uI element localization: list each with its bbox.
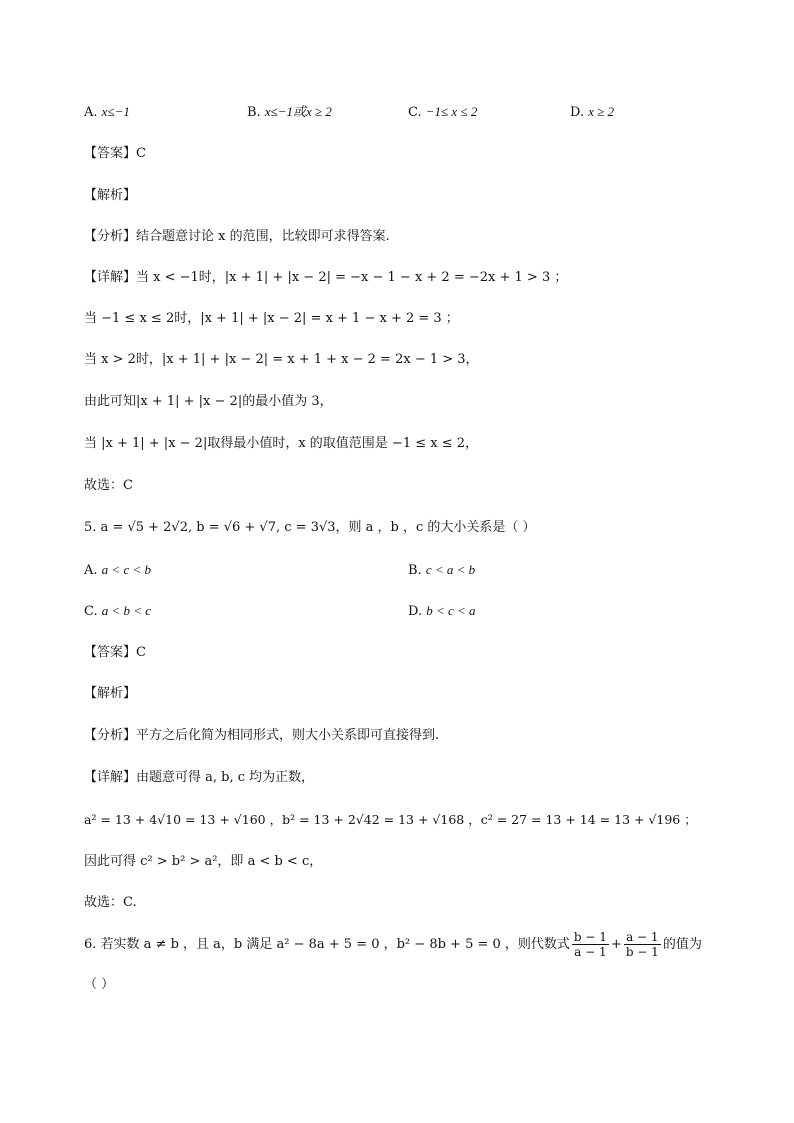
- q6-paren: （ ）: [84, 977, 115, 992]
- option-text: a < c < b: [101, 562, 151, 577]
- fraction-denominator: a − 1: [574, 945, 607, 959]
- q5-detail-3: 因此可得 c² > b² > a²，即 a < b < c，: [84, 854, 323, 869]
- option-text: −1≤ x ≤ 2: [425, 104, 478, 119]
- option-label: D.: [408, 604, 423, 619]
- q4-answer: 【答案】C: [84, 146, 146, 161]
- q4-option-b: [247, 102, 332, 123]
- q5-detail-1: 【详解】由题意可得 a, b, c 均为正数，: [84, 770, 315, 785]
- q6-fraction-1: [572, 930, 609, 959]
- option-label: B.: [408, 563, 422, 578]
- q5-fenxi: 【分析】平方之后化简为相同形式，则大小关系即可直接得到.: [84, 728, 440, 743]
- q5-option-a: [84, 560, 151, 581]
- q5-option-d: [408, 601, 476, 622]
- option-text: a < b < c: [101, 603, 152, 618]
- fraction-denominator: b − 1: [625, 945, 659, 959]
- q6-fraction-2: [624, 930, 661, 959]
- option-text: c < a < b: [425, 562, 476, 577]
- option-label: C.: [408, 105, 422, 120]
- q5-answer: 【答案】C: [84, 645, 146, 660]
- q4-fenxi: 【分析】结合题意讨论 x 的范围，比较即可求得答案.: [84, 229, 390, 244]
- q4-option-a: [84, 102, 130, 123]
- q4-detail-5: 当 |x + 1| + |x − 2|取得最小值时，x 的取值范围是 −1 ≤ x ≤ 2，: [84, 436, 479, 451]
- option-text: x≤−1: [101, 104, 130, 119]
- fraction-numerator: b − 1: [573, 930, 607, 944]
- q6-stem-prefix: 6. 若实数 a ≠ b ，且 a，b 满足 a² − 8a + 5 = 0 ，b² − 8b + 5 = 0 ，则代数式: [84, 937, 570, 952]
- option-label: D.: [570, 105, 585, 120]
- q4-detail-4: 由此可知|x + 1| + |x − 2|的最小值为 3，: [84, 394, 333, 409]
- q6-stem-suffix: 的值为: [662, 937, 702, 952]
- q4-detail-1: 【详解】当 x < −1时，|x + 1| + |x − 2| = −x − 1 − x + 2 = −2x + 1 > 3 ；: [84, 270, 568, 285]
- q4-choose: 故选：C: [84, 478, 133, 493]
- q5-option-c: [84, 601, 151, 622]
- option-text: x ≥ 2: [588, 104, 615, 119]
- q6-plus: +: [610, 937, 622, 952]
- q4-detail-3: 当 x > 2时，|x + 1| + |x − 2| = x + 1 + x − 2 = 2x − 1 > 3，: [84, 352, 479, 367]
- q4-option-d: [570, 102, 614, 123]
- option-text: x≤−1或x ≥ 2: [264, 104, 332, 119]
- q5-stem: 5. a = √5 + 2√2, b = √6 + √7, c = 3√3，则 a ，b ，c 的大小关系是（ ）: [84, 520, 536, 535]
- q4-option-c: [408, 102, 477, 123]
- option-label: A.: [84, 105, 98, 120]
- q5-jiexi: 【解析】: [84, 686, 137, 701]
- option-label: C.: [84, 604, 98, 619]
- q6-stem: [84, 930, 702, 960]
- fraction-numerator: a − 1: [624, 930, 661, 945]
- q5-option-b: [408, 560, 475, 581]
- q5-detail-2: a² = 13 + 4√10 = 13 + √160 ，b² = 13 + 2√42 = 13 + √168 ，c² = 27 = 13 + 14 = 13 + √196 ；: [84, 812, 697, 827]
- option-label: A.: [84, 563, 98, 578]
- q5-choose: 故选：C.: [84, 895, 137, 910]
- option-label: B.: [247, 105, 261, 120]
- q4-detail-2: 当 −1 ≤ x ≤ 2时，|x + 1| + |x − 2| = x + 1 − x + 2 = 3 ；: [84, 311, 459, 326]
- q4-jiexi: 【解析】: [84, 188, 137, 203]
- option-text: b < c < a: [426, 603, 476, 618]
